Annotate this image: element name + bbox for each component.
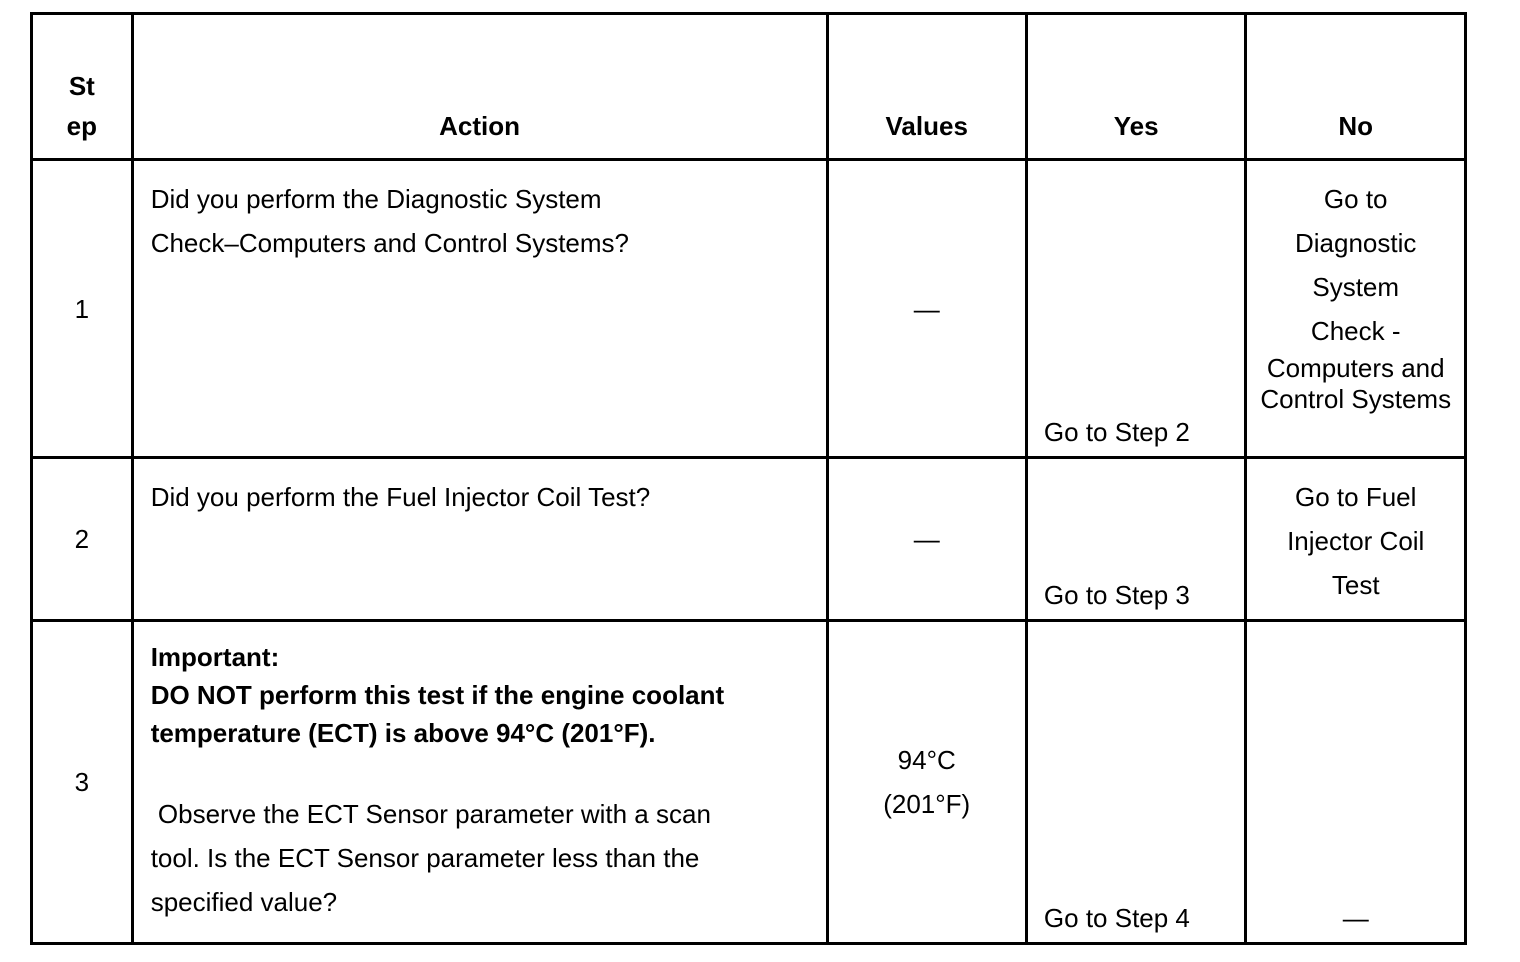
no-cell: [1246, 458, 1466, 621]
action-line: specified value?: [150, 887, 338, 917]
diagnostic-table: [30, 12, 1467, 945]
no-line: Control Systems: [1260, 384, 1452, 414]
action-cell: [132, 160, 827, 458]
header-step: St ep: [32, 14, 133, 160]
spacer: [151, 752, 812, 792]
no-line: Computers and: [1266, 353, 1445, 383]
important-line: DO NOT perform this test if the engine coolant: [150, 680, 725, 710]
header-values: Values: [827, 14, 1026, 160]
no-line: System: [1312, 272, 1400, 302]
action-line: Did you perform the Fuel Injector Coil Test?: [150, 482, 651, 512]
table-row: [32, 458, 1466, 621]
no-cell: [1246, 160, 1466, 458]
header-yes: Yes: [1026, 14, 1246, 160]
table-row: [32, 160, 1466, 458]
action-line: tool. Is the ECT Sensor parameter less than the: [150, 843, 700, 873]
values-cell: —: [827, 160, 1026, 458]
no-cell: —: [1246, 621, 1466, 944]
action-cell: [132, 458, 827, 621]
action-cell: [132, 621, 827, 944]
no-line: Go to: [1323, 184, 1388, 214]
important-label: Important:: [150, 642, 280, 672]
value-line: (201°F): [883, 789, 971, 819]
action-line: Check–Computers and Control Systems?: [150, 228, 630, 258]
no-line: Check -: [1310, 316, 1401, 346]
values-cell: [827, 621, 1026, 944]
no-line: Diagnostic: [1295, 228, 1417, 258]
no-line: Injector Coil: [1287, 526, 1425, 556]
header-no: No: [1246, 14, 1466, 160]
header-action: Action: [132, 14, 827, 160]
step-number: 1: [32, 160, 133, 458]
step-number: 3: [32, 621, 133, 944]
step-number: 2: [32, 458, 133, 621]
yes-cell: Go to Step 3: [1026, 458, 1246, 621]
yes-cell: Go to Step 2: [1026, 160, 1246, 458]
header-row: [32, 14, 1466, 160]
important-line: temperature (ECT) is above 94°C (201°F).: [150, 718, 656, 748]
no-line: Test: [1331, 570, 1380, 600]
value-line: 94°C: [897, 745, 956, 775]
action-line: Observe the ECT Sensor parameter with a scan: [150, 799, 711, 829]
no-line: Go to Fuel: [1295, 482, 1417, 512]
table-row: [32, 621, 1466, 944]
values-cell: —: [827, 458, 1026, 621]
yes-cell: Go to Step 4: [1026, 621, 1246, 944]
action-line: Did you perform the Diagnostic System: [150, 184, 602, 214]
